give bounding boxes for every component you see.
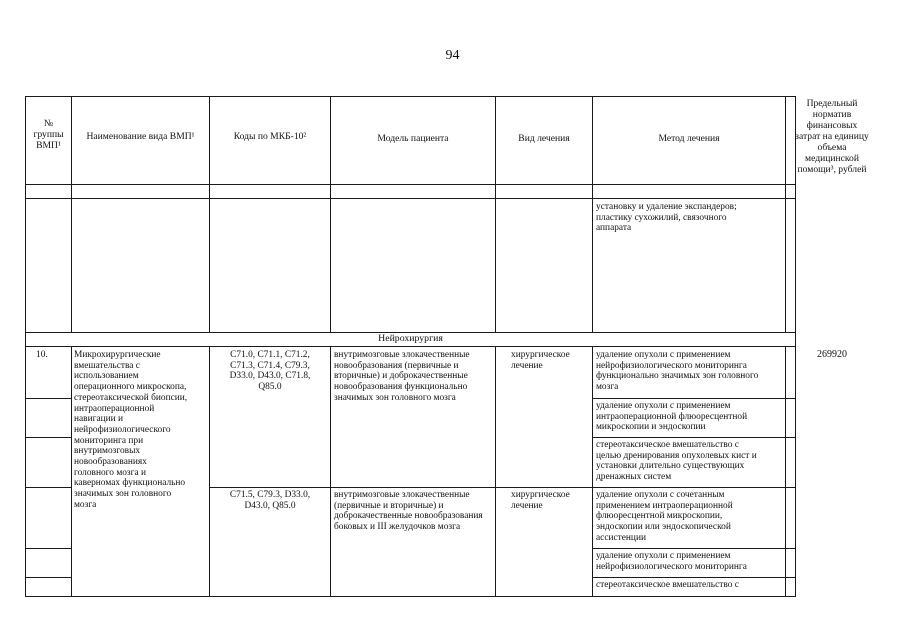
method-5: удаление опухоли с применением нейрофизиологического мониторинга xyxy=(596,551,747,572)
col-line-4b xyxy=(495,346,496,597)
vmp-name: Микрохирургические вмешательства с использованием операционного микроскопа, стереотаксической биопсии, интраоперационной навигации и нейрофизиологического мониторинга при внутримозговых новообразованиях головного мозга и каверномах функционально значимых зон головного мозга xyxy=(74,350,188,510)
cost-value: 269920 xyxy=(817,349,847,360)
method-4: удаление опухоли с сочетанным применением интраоперационной флюоресцентной микроскопии, эндоскопии или эндоскопической ассистенции xyxy=(596,490,733,543)
method-1: удаление опухоли с применением нейрофизиологического мониторинга функционально значимых зон головного мозга xyxy=(596,350,759,393)
header-vmp-name: Наименование вида ВМП¹ xyxy=(86,131,195,142)
header-treatment-type: Вид лечения xyxy=(518,133,570,144)
col-line-4a xyxy=(495,96,496,333)
header-icd-codes: Коды по МКБ-10² xyxy=(233,131,307,142)
section-row-bottom-line xyxy=(25,346,795,347)
method-divider-4b xyxy=(592,577,795,578)
col-line-3b xyxy=(330,346,331,597)
method-divider-2b xyxy=(592,437,795,438)
group-number: 10. xyxy=(36,350,48,360)
method-2: удаление опухоли с применением интраоперационной флюоресцентной микроскопии и эндоскопии xyxy=(596,401,748,433)
method-divider-3b xyxy=(592,548,795,549)
method-6: стереотаксическое вмешательство с xyxy=(596,580,739,590)
table-bottom-border xyxy=(25,596,795,597)
table-top-border xyxy=(25,96,795,97)
treatment-type-block2: хирургическое лечение xyxy=(511,490,570,511)
icd-codes-block2: C71.5, C79.3, D33.0, D43.0, Q85.0 xyxy=(229,490,311,511)
continuation-method-text: установку и удаление экспандеров; пластику сухожилий, связочного аппарата xyxy=(596,202,737,234)
method-divider-3 xyxy=(25,548,72,549)
method-divider-1b xyxy=(592,398,795,399)
section-title: Нейрохирургия xyxy=(378,333,443,344)
icd-codes-block1: C71.0, C71.1, C71.2, C71.3, C71.4, C79.3, D33.0, D43.0, C71.8, Q85.0 xyxy=(229,350,311,393)
header-cost-norm: Предельный норматив финансовых затрат на единицу объема медицинской помощи³, рублей xyxy=(795,98,869,175)
treatment-type-block1: хирургическое лечение xyxy=(511,350,570,371)
header-treatment-method: Метод лечения xyxy=(658,133,720,144)
col-line-1b xyxy=(71,346,72,597)
col-line-5a xyxy=(592,96,593,333)
patient-model-block1: внутримозговые злокачественные новообразования (первичные и вторичные) и доброкачественные новообразования функционально значимых зон головного мозга xyxy=(334,350,470,403)
col-line-3a xyxy=(330,96,331,333)
header-patient-model: Модель пациента xyxy=(377,133,449,144)
method-divider-1 xyxy=(25,398,72,399)
patient-model-block2: внутримозговые злокачественные (первичные и вторичные) и доброкачественные новообразования боковых и III желудочков мозга xyxy=(334,490,483,533)
method-divider-4 xyxy=(25,577,72,578)
col-line-5b xyxy=(592,346,593,597)
block-divider-a xyxy=(25,487,72,488)
col-line-0 xyxy=(25,96,26,597)
method-3: стереотаксическое вмешательство с целью дренирования опухолевых кист и установки длительно существующих дренажных систем xyxy=(596,440,757,483)
page-number: 94 xyxy=(445,48,460,63)
header-group-number: № группы ВМП¹ xyxy=(33,118,64,151)
col-line-6b xyxy=(785,346,786,597)
block-divider-b xyxy=(209,487,795,488)
column-numbers-row-line xyxy=(25,198,795,199)
method-divider-2 xyxy=(25,437,72,438)
header-bottom-line xyxy=(25,184,795,185)
